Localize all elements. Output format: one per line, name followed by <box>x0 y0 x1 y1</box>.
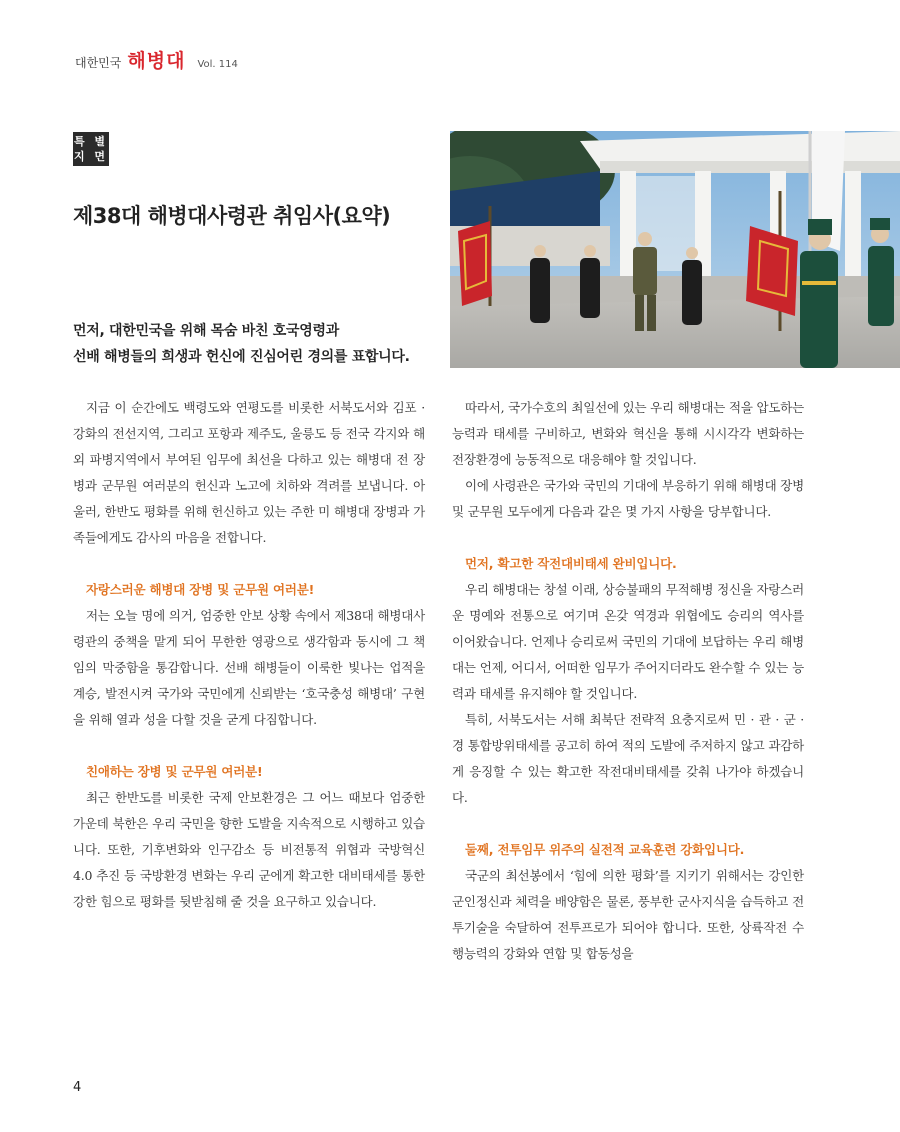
subheading: 친애하는 장병 및 군무원 여러분! <box>86 764 263 779</box>
ceremony-photo <box>450 131 900 368</box>
magazine-name: 해병대 <box>127 50 186 72</box>
subheading: 자랑스러운 해병대 장병 및 군무원 여러분! <box>86 582 315 597</box>
paragraph: 따라서, 국가수호의 최일선에 있는 우리 해병대는 적을 압도하는 능력과 태세를 구비하고, 변화와 혁신을 통해 시시각각 변화하는 전장환경에 능동적으로 대응해야 할 것입니다. <box>452 400 804 467</box>
volume-number: Vol. 114 <box>197 59 238 70</box>
subheading: 먼저, 확고한 작전대비태세 완비입니다. <box>465 556 677 571</box>
lead-statement <box>73 318 433 370</box>
article-title: 제38대 해병대사령관 취임사(요약) <box>73 204 391 228</box>
paragraph: 이에 사령관은 국가와 국민의 기대에 부응하기 위해 해병대 장병 및 군무원 모두에게 다음과 같은 몇 가지 사항을 당부합니다. <box>452 478 804 519</box>
paragraph: 지금 이 순간에도 백령도와 연평도를 비롯한 서북도서와 김포 · 강화의 전선지역, 그리고 포항과 제주도, 울릉도 등 전국 각지와 해외 파병지역에서 부여된 임무에 최선을 다하고 있는 해병대 전 장병과 군무원 여러분의 헌신과 노고에 치하와 격려를 보냅니다. 아울러, 한반도 평화를 위해 헌신하고 있는 주한 미 해병대 장병과 가족들에게도 감사의 마음을 전합니다. <box>73 400 425 545</box>
subheading: 둘째, 전투임무 위주의 실전적 교육훈련 강화입니다. <box>465 842 745 857</box>
special-section-badge <box>73 132 109 166</box>
lead-line-1: 먼저, 대한민국을 위해 목숨 바친 호국영령과 <box>73 323 339 339</box>
paragraph: 저는 오늘 명에 의거, 엄중한 안보 상황 속에서 제38대 해병대사령관의 중책을 맡게 되어 무한한 영광으로 생각함과 동시에 그 책임의 막중함을 통감합니다. 선배 해병들이 이룩한 빛나는 업적을 계승, 발전시켜 국가와 국민에게 신뢰받는 ‘호국충성 해병대’ 구현을 위해 열과 성을 다할 것을 굳게 다짐합니다. <box>73 608 425 727</box>
page-number: 4 <box>73 1080 82 1095</box>
badge-line-2: 지 면 <box>73 150 109 163</box>
badge-line-1: 특 별 <box>73 135 109 148</box>
paragraph: 우리 해병대는 창설 이래, 상승불패의 무적해병 정신을 자랑스러운 명예와 전통으로 여기며 온갖 역경과 위협에도 승리의 역사를 이어왔습니다. 언제나 승리로써 국민의 기대에 보답하는 우리 해병대는 언제, 어디서, 어떠한 임무가 주어지더라도 완수할 수 있는 능력과 태세를 유지해야 할 것입니다. <box>452 582 804 701</box>
masthead-prefix: 대한민국 <box>75 56 122 70</box>
paragraph: 국군의 최선봉에서 ‘힘에 의한 평화’를 지키기 위해서는 강인한 군인정신과 체력을 배양함은 물론, 풍부한 군사지식을 습득하고 전투기술을 숙달하여 전투프로가 되어야 합니다. 또한, 상륙작전 수행능력의 강화와 연합 및 합동성을 <box>452 868 804 961</box>
lead-line-2: 선배 해병들의 희생과 헌신에 진심어린 경의를 표합니다. <box>73 349 410 365</box>
paragraph: 특히, 서북도서는 서해 최북단 전략적 요충지로써 민 · 관 · 군 · 경 통합방위태세를 공고히 하여 적의 도발에 주저하지 않고 과감하게 응징할 수 있는 확고한 작전대비태세를 갖춰 나가야 하겠습니다. <box>452 712 804 805</box>
left-column <box>73 395 425 915</box>
paragraph: 최근 한반도를 비롯한 국제 안보환경은 그 어느 때보다 엄중한 가운데 북한은 우리 국민을 향한 도발을 지속적으로 시행하고 있습니다. 또한, 기후변화와 인구감소 등 비전통적 위협과 국방혁신 4.0 추진 등 국방환경 변화는 우리 군에게 확고한 대비태세를 통한 강한 힘으로 평화를 뒷받침해 줄 것을 요구하고 있습니다. <box>73 790 425 909</box>
right-column <box>452 395 804 967</box>
masthead <box>75 46 238 73</box>
